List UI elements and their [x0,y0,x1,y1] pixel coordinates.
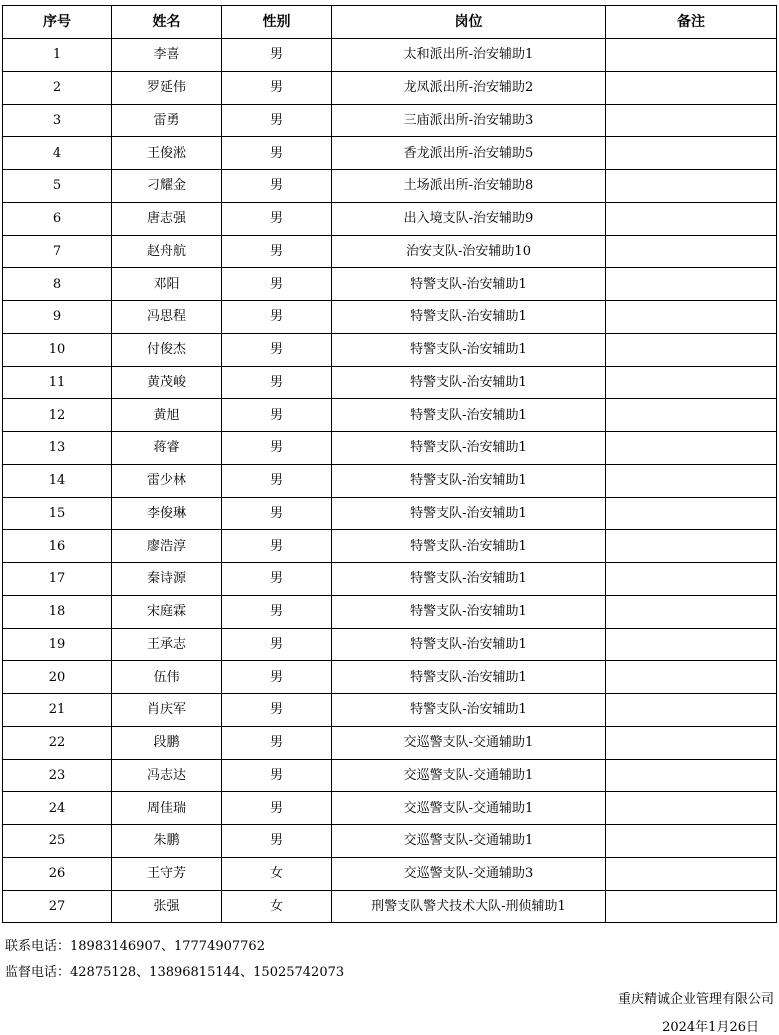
cell-name: 李喜 [112,39,222,72]
cell-index: 15 [3,497,112,530]
cell-index: 9 [3,301,112,334]
table-row [3,726,777,759]
cell-remarks [606,759,777,792]
cell-index: 24 [3,792,112,825]
cell-remarks [606,268,777,301]
cell-gender: 男 [222,497,332,530]
cell-name: 黄旭 [112,399,222,432]
cell-name: 李俊琳 [112,497,222,530]
cell-name: 秦诗源 [112,563,222,596]
cell-gender: 男 [222,759,332,792]
cell-name: 王守芳 [112,857,222,890]
cell-gender: 男 [222,202,332,235]
table-row [3,497,777,530]
cell-remarks [606,104,777,137]
cell-gender: 男 [222,366,332,399]
cell-gender: 女 [222,857,332,890]
cell-position: 香龙派出所-治安辅助5 [332,137,606,170]
cell-remarks [606,137,777,170]
cell-index: 26 [3,857,112,890]
cell-remarks [606,792,777,825]
cell-position: 出入境支队-治安辅助9 [332,202,606,235]
cell-index: 10 [3,333,112,366]
cell-index: 8 [3,268,112,301]
cell-name: 周佳瑞 [112,792,222,825]
cell-position: 特警支队-治安辅助1 [332,628,606,661]
cell-position: 土场派出所-治安辅助8 [332,170,606,203]
cell-index: 1 [3,39,112,72]
cell-index: 14 [3,464,112,497]
table-row [3,432,777,465]
cell-remarks [606,890,777,923]
cell-index: 27 [3,890,112,923]
table-row [3,399,777,432]
cell-position: 特警支队-治安辅助1 [332,694,606,727]
table-row [3,104,777,137]
cell-position: 特警支队-治安辅助1 [332,497,606,530]
cell-position: 特警支队-治安辅助1 [332,432,606,465]
cell-index: 2 [3,71,112,104]
cell-gender: 男 [222,137,332,170]
cell-index: 25 [3,825,112,858]
cell-position: 太和派出所-治安辅助1 [332,39,606,72]
cell-gender: 男 [222,39,332,72]
cell-gender: 男 [222,661,332,694]
cell-gender: 男 [222,792,332,825]
cell-index: 23 [3,759,112,792]
cell-remarks [606,530,777,563]
cell-gender: 男 [222,628,332,661]
cell-gender: 男 [222,563,332,596]
cell-remarks [606,170,777,203]
table-row [3,661,777,694]
cell-position: 交巡警支队-交通辅助1 [332,759,606,792]
cell-gender: 男 [222,595,332,628]
cell-position: 特警支队-治安辅助1 [332,530,606,563]
header-name: 姓名 [112,6,222,39]
cell-index: 21 [3,694,112,727]
cell-remarks [606,39,777,72]
cell-gender: 女 [222,890,332,923]
cell-position: 特警支队-治安辅助1 [332,563,606,596]
cell-remarks [606,71,777,104]
cell-gender: 男 [222,235,332,268]
cell-index: 22 [3,726,112,759]
cell-index: 19 [3,628,112,661]
personnel-table [2,5,777,923]
contact-phone: 联系电话：18983146907、17774907762 [5,939,265,954]
cell-remarks [606,399,777,432]
cell-index: 3 [3,104,112,137]
cell-remarks [606,628,777,661]
cell-name: 黄茂峻 [112,366,222,399]
header-gender: 性别 [222,6,332,39]
company-name: 重庆精诚企业管理有限公司 [617,992,774,1007]
table-row [3,301,777,334]
cell-remarks [606,595,777,628]
cell-name: 赵舟航 [112,235,222,268]
cell-gender: 男 [222,104,332,137]
cell-gender: 男 [222,464,332,497]
cell-name: 付俊杰 [112,333,222,366]
cell-position: 三庙派出所-治安辅助3 [332,104,606,137]
cell-remarks [606,366,777,399]
cell-name: 朱鹏 [112,825,222,858]
cell-name: 邓阳 [112,268,222,301]
table-row [3,71,777,104]
table-row [3,792,777,825]
cell-gender: 男 [222,170,332,203]
table-row [3,333,777,366]
cell-index: 6 [3,202,112,235]
cell-index: 4 [3,137,112,170]
cell-index: 7 [3,235,112,268]
table-row [3,759,777,792]
cell-remarks [606,661,777,694]
cell-position: 交巡警支队-交通辅助1 [332,825,606,858]
cell-index: 20 [3,661,112,694]
cell-gender: 男 [222,726,332,759]
cell-position: 特警支队-治安辅助1 [332,268,606,301]
cell-position: 交巡警支队-交通辅助1 [332,792,606,825]
cell-gender: 男 [222,333,332,366]
cell-name: 廖浩淳 [112,530,222,563]
table-row [3,268,777,301]
table-row [3,595,777,628]
cell-name: 肖庆军 [112,694,222,727]
cell-gender: 男 [222,694,332,727]
cell-index: 16 [3,530,112,563]
cell-index: 5 [3,170,112,203]
table-header-row [3,6,777,39]
table-row [3,170,777,203]
cell-remarks [606,464,777,497]
cell-name: 蒋睿 [112,432,222,465]
cell-remarks [606,301,777,334]
cell-name: 唐志强 [112,202,222,235]
cell-remarks [606,563,777,596]
cell-position: 特警支队-治安辅助1 [332,661,606,694]
table-row [3,202,777,235]
table-row [3,857,777,890]
cell-position: 特警支队-治安辅助1 [332,399,606,432]
cell-remarks [606,825,777,858]
table-row [3,825,777,858]
cell-index: 12 [3,399,112,432]
table-body [3,39,777,923]
cell-remarks [606,497,777,530]
cell-position: 特警支队-治安辅助1 [332,301,606,334]
cell-gender: 男 [222,301,332,334]
header-remarks: 备注 [606,6,777,39]
cell-index: 18 [3,595,112,628]
cell-position: 特警支队-治安辅助1 [332,333,606,366]
cell-name: 冯思程 [112,301,222,334]
header-index: 序号 [3,6,112,39]
table-row [3,464,777,497]
cell-name: 王承志 [112,628,222,661]
cell-gender: 男 [222,825,332,858]
header-position: 岗位 [332,6,606,39]
table-row [3,890,777,923]
cell-name: 宋庭霖 [112,595,222,628]
cell-name: 罗延伟 [112,71,222,104]
table-row [3,563,777,596]
table-row [3,530,777,563]
table-row [3,137,777,170]
cell-gender: 男 [222,71,332,104]
cell-remarks [606,235,777,268]
cell-name: 王俊淞 [112,137,222,170]
table-row [3,39,777,72]
cell-remarks [606,726,777,759]
cell-index: 13 [3,432,112,465]
table-row [3,694,777,727]
cell-name: 伍伟 [112,661,222,694]
table-row [3,366,777,399]
table-row [3,235,777,268]
cell-position: 交巡警支队-交通辅助1 [332,726,606,759]
cell-position: 治安支队-治安辅助10 [332,235,606,268]
cell-remarks [606,202,777,235]
cell-index: 11 [3,366,112,399]
cell-position: 特警支队-治安辅助1 [332,595,606,628]
cell-remarks [606,333,777,366]
cell-gender: 男 [222,530,332,563]
cell-name: 雷勇 [112,104,222,137]
cell-remarks [606,694,777,727]
cell-gender: 男 [222,432,332,465]
cell-name: 段鹏 [112,726,222,759]
supervision-phone: 监督电话：42875128、13896815144、15025742073 [5,965,345,980]
cell-name: 冯志达 [112,759,222,792]
cell-position: 刑警支队警犬技术大队-刑侦辅助1 [332,890,606,923]
cell-position: 龙凤派出所-治安辅助2 [332,71,606,104]
cell-remarks [606,857,777,890]
cell-position: 交巡警支队-交通辅助3 [332,857,606,890]
table-row [3,628,777,661]
cell-gender: 男 [222,268,332,301]
cell-gender: 男 [222,399,332,432]
cell-index: 17 [3,563,112,596]
cell-remarks [606,432,777,465]
cell-position: 特警支队-治安辅助1 [332,366,606,399]
issue-date: 2024年1月26日 [662,1020,759,1035]
cell-name: 雷少林 [112,464,222,497]
cell-position: 特警支队-治安辅助1 [332,464,606,497]
cell-name: 刁耀金 [112,170,222,203]
cell-name: 张强 [112,890,222,923]
